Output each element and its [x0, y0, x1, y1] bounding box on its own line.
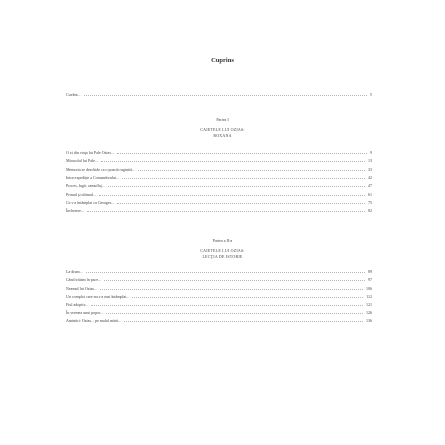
toc-entry-label: Încheiere... — [66, 208, 84, 213]
toc-entry-page: 89 — [368, 269, 372, 274]
toc-entry-label: Un complot care nu s-a mai întâmplat... — [66, 294, 130, 299]
toc-entry-page: 106 — [366, 286, 372, 291]
dot-leader — [138, 170, 365, 171]
toc-entry-page: 136 — [366, 318, 372, 323]
toc-entry-intro[interactable] — [66, 89, 372, 97]
toc-entry[interactable] — [66, 180, 372, 188]
toc-entry-label: Primul şi ultimul... — [66, 192, 97, 197]
toc-entry-label: Fiul adoptiv... — [66, 302, 89, 307]
dot-leader — [106, 313, 363, 314]
dot-leader — [132, 297, 363, 298]
toc-entry-label: În vremea unui popor... — [66, 310, 104, 315]
dot-leader — [87, 211, 365, 212]
dot-leader — [117, 203, 365, 204]
toc-entry[interactable] — [66, 147, 372, 155]
toc-entry[interactable] — [66, 299, 372, 307]
toc-entry[interactable] — [66, 164, 372, 172]
toc-entry-label: Intra expediţie a Comandorului... — [66, 175, 120, 180]
toc-entry-page: 126 — [366, 310, 372, 315]
toc-entry[interactable] — [66, 197, 372, 205]
toc-entry-page: 42 — [368, 175, 372, 180]
dot-leader — [124, 321, 363, 322]
toc-entry[interactable] — [66, 172, 372, 180]
toc-entry[interactable] — [66, 291, 372, 299]
dot-leader — [122, 178, 365, 179]
toc-entry-page: 75 — [368, 200, 372, 205]
dot-leader — [100, 289, 363, 290]
toc-entry[interactable] — [66, 266, 372, 274]
page-title: Cuprins — [211, 57, 234, 64]
dot-leader — [86, 272, 365, 273]
toc-entry-label: Proces, fugă, camuflaj... — [66, 183, 105, 188]
toc-entry-label: Amintiri: Ozias... pe malul mării... — [66, 318, 122, 323]
toc-entry-page: 33 — [368, 167, 372, 172]
part-heading: Partea I — [216, 117, 229, 122]
part-title-line2: LECŢIA DE ISTORIE — [202, 254, 243, 259]
toc-entry-page: 47 — [368, 183, 372, 188]
part-heading: Partea a II-a — [212, 238, 233, 243]
toc-entry[interactable] — [66, 155, 372, 163]
toc-entry-page: 13 — [368, 158, 372, 163]
toc-entry-page: 97 — [368, 277, 372, 282]
toc-entry[interactable] — [66, 274, 372, 282]
toc-entry-label: La drum... — [66, 269, 83, 274]
toc-entry-label: Cuvânt... — [66, 92, 81, 97]
toc-entry-label: Miracolul lui Pale... — [66, 158, 98, 163]
part-title-line2: ROXANA — [213, 133, 232, 138]
dot-leader — [104, 280, 365, 281]
toc-entry-label: Memoria se deschide ca o poartă ruginită... — [66, 167, 135, 172]
toc-entry-page: 112 — [366, 294, 372, 299]
dot-leader — [117, 153, 367, 154]
dot-leader — [101, 161, 365, 162]
toc-entry-page: 61 — [368, 192, 372, 197]
toc-entry-label: Neamul lui Ozias... — [66, 286, 97, 291]
toc-entry[interactable] — [66, 189, 372, 197]
dot-leader — [108, 186, 365, 187]
toc-entry-label: Când trăiam în pace... — [66, 277, 102, 282]
toc-entry-label: Ce s-a întâmplat cu Georges... — [66, 200, 115, 205]
dot-leader — [84, 95, 367, 96]
part-title-line1: CAIETELE LUI OZIAS: — [200, 127, 245, 132]
part-title-line1: CAIETELE LUI OZIAS: — [200, 248, 245, 253]
toc-entry[interactable] — [66, 315, 372, 323]
toc-entry[interactable] — [66, 205, 372, 213]
toc-entry-label: O zi din viaţa lui Pale Ozias... — [66, 150, 114, 155]
toc-entry-page: 9 — [370, 150, 372, 155]
dot-leader — [99, 195, 365, 196]
toc-entry-page: 121 — [366, 302, 372, 307]
toc-entry-page: 5 — [370, 92, 372, 97]
toc-entry[interactable] — [66, 283, 372, 291]
dot-leader — [91, 305, 363, 306]
toc-entry-page: 82 — [368, 208, 372, 213]
toc-entry[interactable] — [66, 307, 372, 315]
